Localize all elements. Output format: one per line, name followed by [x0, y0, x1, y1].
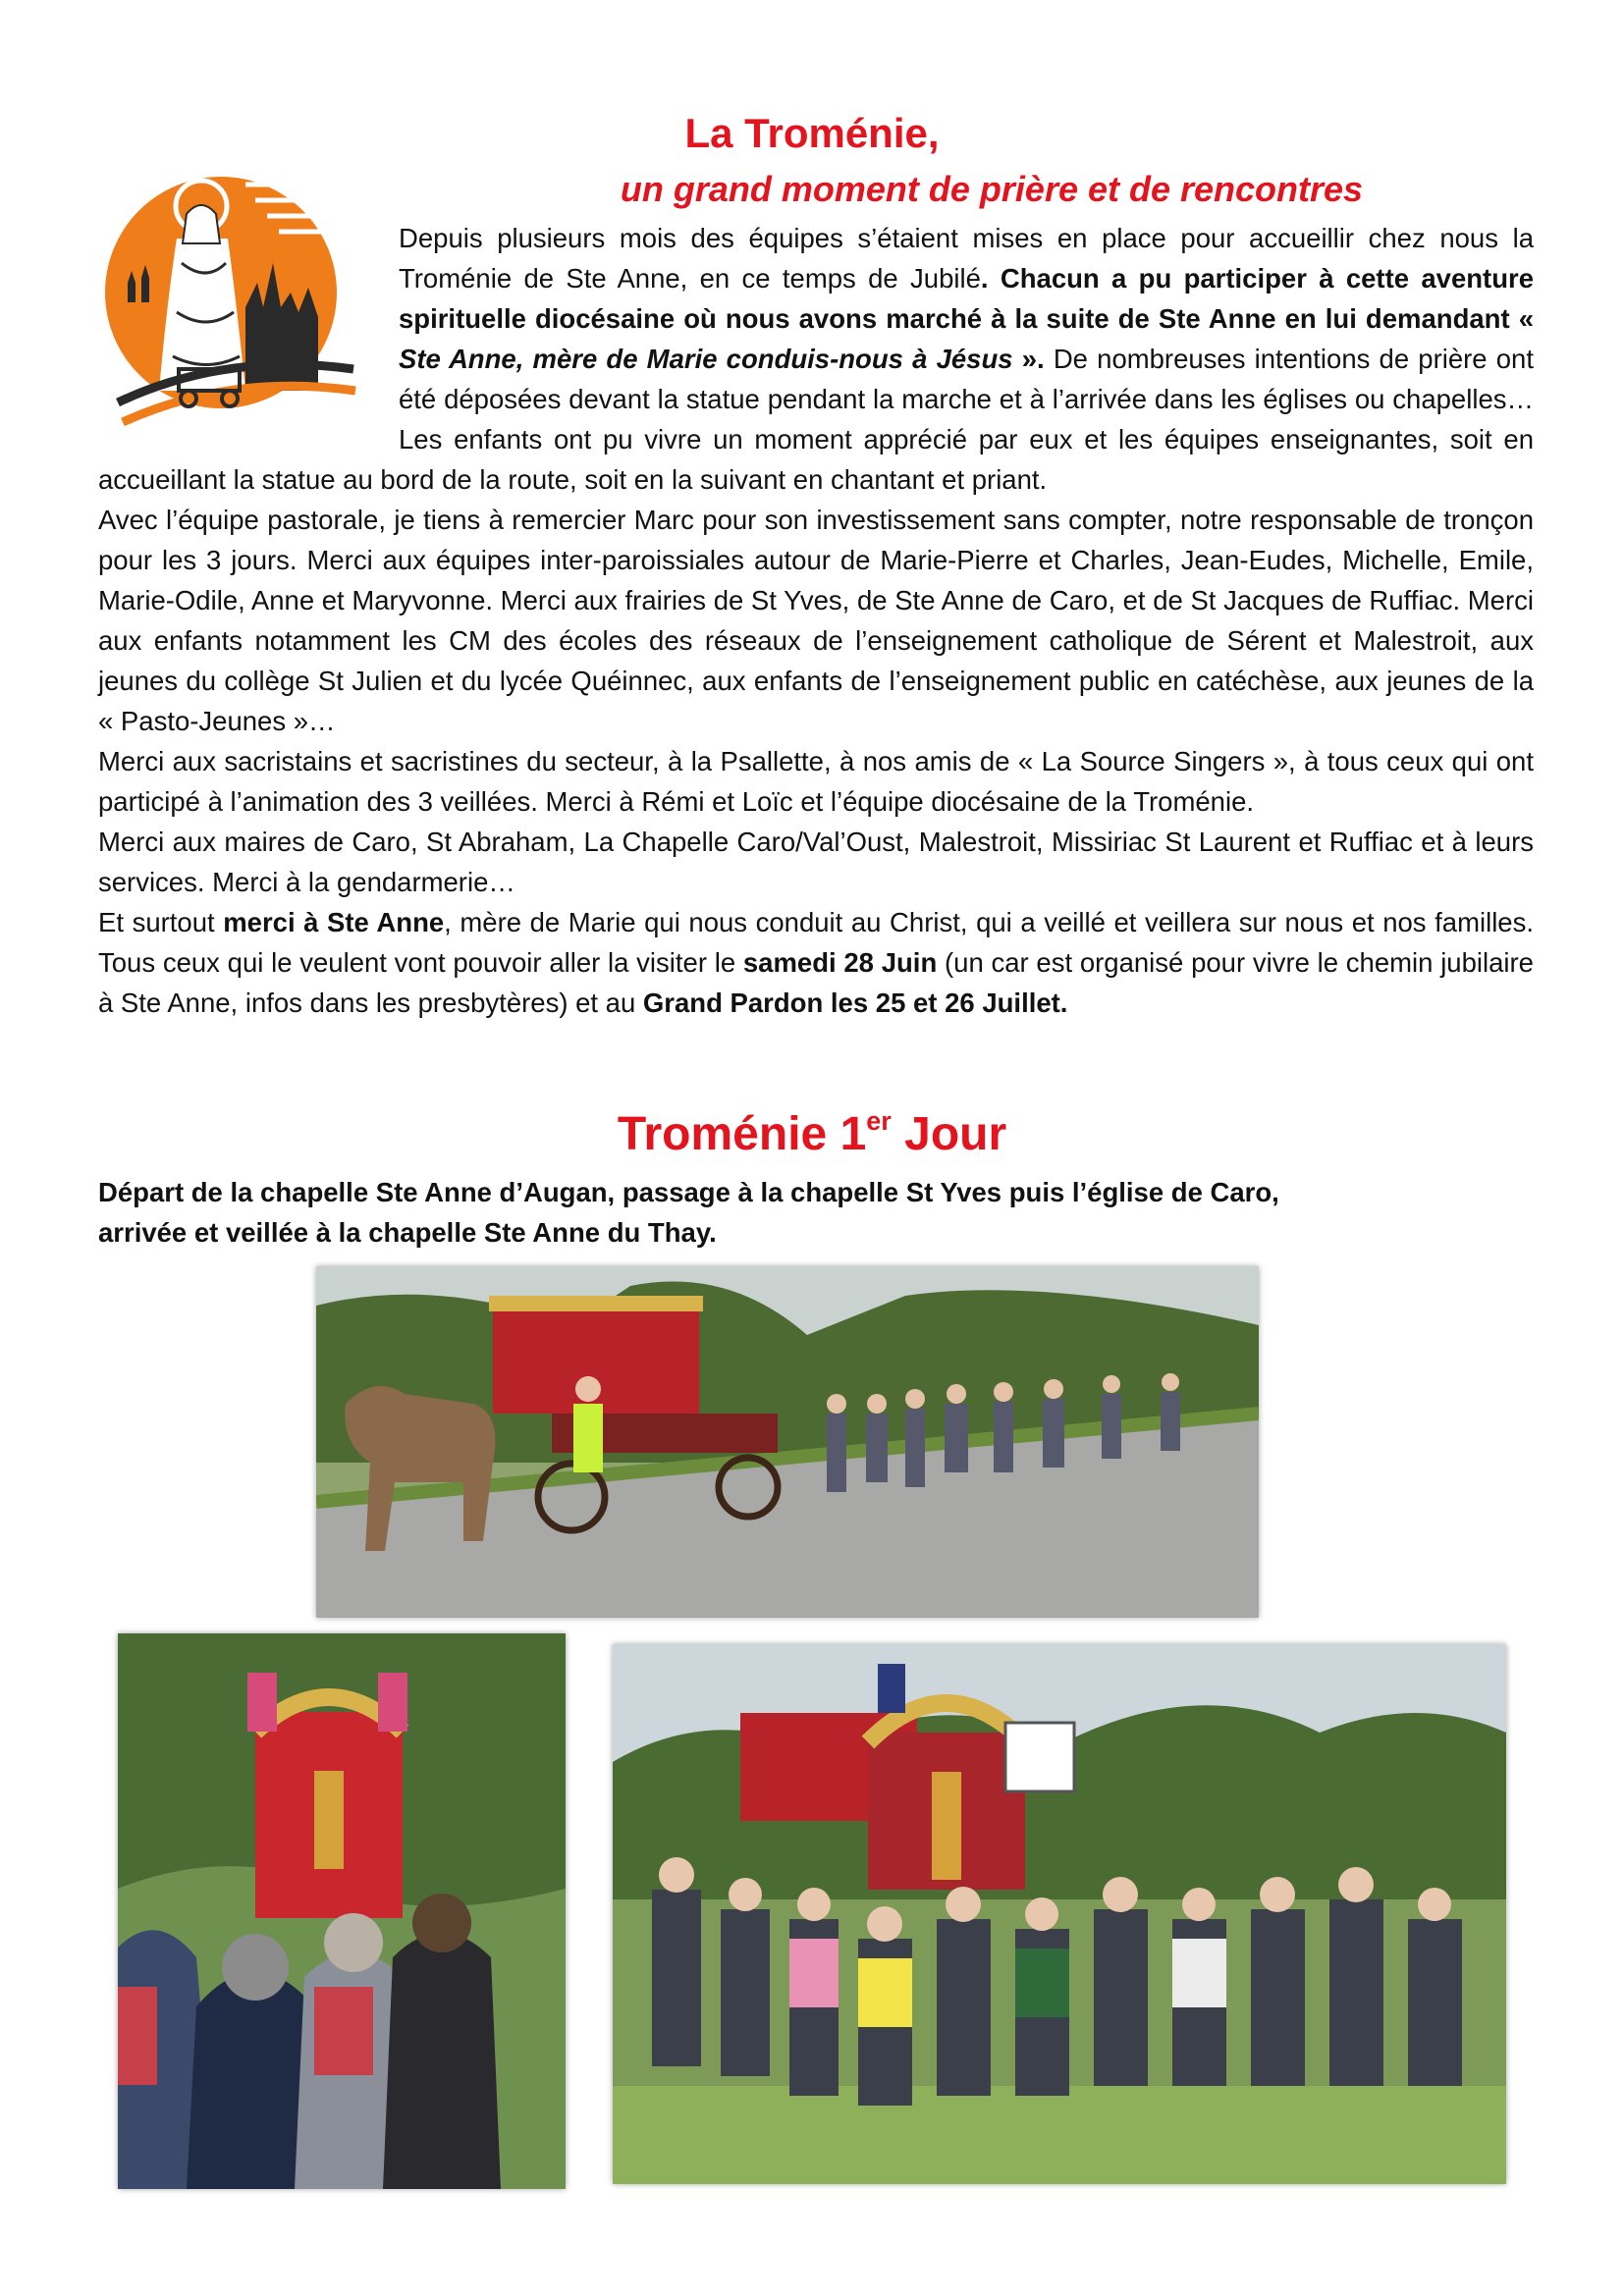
section-intro: Départ de la chapelle Ste Anne d’Augan, passage à la chapelle St Yves puis l’église de Caro, arrivée et veillée à la chapelle Ste Anne du Thay. [98, 1177, 1279, 1248]
section-title: Troménie 1er Jour [617, 1106, 1007, 1160]
article-paragraph-4: Merci aux maires de Caro, St Abraham, La Chapelle Caro/Val’Oust, Malestroit, Missiriac St Laurent et Ruffiac et à leurs services. Merci à la gendarmerie… [98, 827, 1534, 897]
article-paragraph-2: Avec l’équipe pastorale, je tiens à remercier Marc pour son investissement sans compter, notre responsable de tronçon pour les 3 jours. Merci aux équipes inter-paroissiales autour de Marie-Pierre et Charles, Jean-Eudes, Michelle, Emile, Marie-Odile, Anne et Maryvonne. Merci aux frairies de St Yves, de Ste Anne de Caro, et de St Jacques de Ruffiac. Merci aux enfants notamment les CM des écoles des réseaux de l’enseignement catholique de Sérent et Malestroit, aux jeunes du collège St Julien et du lycée Quéinnec, aux enfants de l’enseignement public en catéchèse, aux jeunes de la « Pasto-Jeunes »… [98, 505, 1534, 736]
procession-photo [316, 1266, 1259, 1618]
article-body [98, 218, 1534, 1023]
children-photo [613, 1644, 1506, 2184]
page-title: La Troménie, [684, 110, 940, 156]
page-subtitle: un grand moment de prière et de rencontres [620, 169, 1364, 209]
article-paragraph-1: Depuis plusieurs mois des équipes s’étaient mises en place pour accueillir chez nous la Troménie de Ste Anne, en ce temps de Jubilé. Chacun a pu participer à cette aventure spirituelle diocésaine où nous avons marché à la suite de Ste Anne en lui demandant « Ste Anne, mère de Marie conduis-nous à Jésus ». De nombreuses intentions de prière ont été déposées devant la statue pendant la marche et à l’arrivée dans les églises ou chapelles… Les enfants ont pu vivre un moment apprécié par eux et les équipes enseignantes, soit en accueillant la statue au bord de la route, soit en la suivant en chantant et priant. [98, 223, 1534, 495]
pilgrims-photo [118, 1633, 566, 2189]
article-paragraph-3: Merci aux sacristains et sacristines du secteur, à la Psallette, à nos amis de « La Source Singers », à tous ceux qui ont participé à l’animation des 3 veillées. Merci à Rémi et Loïc et l’équipe diocésaine de la Troménie. [98, 746, 1534, 817]
article-paragraph-5: Et surtout merci à Ste Anne, mère de Marie qui nous conduit au Christ, qui a veillé et veillera sur nous et nos familles. Tous ceux qui le veulent vont pouvoir aller la visiter le samedi 28 Juin (un car est organisé pour vivre le chemin jubilaire à Ste Anne, infos dans les presbytères) et au Grand Pardon les 25 et 26 Juillet. [98, 907, 1534, 1018]
